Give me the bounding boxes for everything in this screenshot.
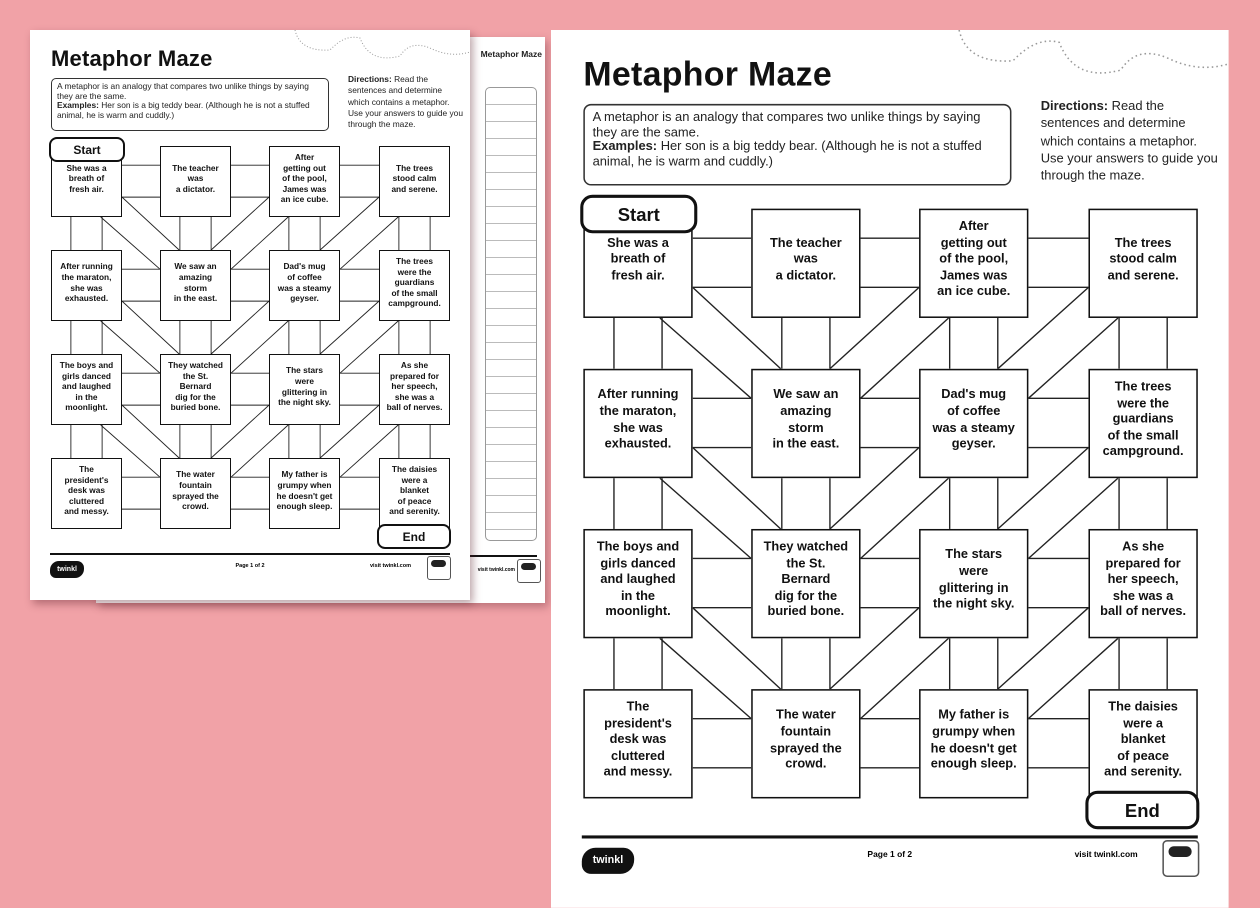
footer-divider (582, 835, 1198, 838)
maze-box (160, 250, 231, 321)
maze-box (919, 209, 1028, 318)
directions-text: Read the sentences and determine which contains a metaphor. Use your answers to guide you through the maze. (1040, 97, 1218, 183)
maze-box-sentence: The teacher was a dictator. (769, 234, 842, 283)
answer-lines (485, 87, 537, 541)
maze-box (583, 369, 692, 478)
maze-box-sentence: They watched the St. Bernard dig for the buried bone. (168, 360, 223, 413)
maze-box (51, 458, 122, 529)
maze-box-sentence: She was a breath of fresh air. (607, 234, 669, 283)
worksheet-page-1-enlarged (551, 30, 1229, 908)
maze-box (269, 354, 340, 425)
examples-text: Her son is a big teddy bear. (Although he is not a stuffed animal, he is warm and cuddly.) (57, 100, 310, 120)
maze-box (160, 354, 231, 425)
maze-box-sentence: The daisies were a blanket of peace and serenity. (1104, 698, 1183, 780)
maze-box-sentence: The president's desk was cluttered and messy. (603, 698, 673, 780)
footer-divider (50, 553, 450, 555)
maze-box (379, 354, 450, 425)
maze-box-sentence: The daisies were a blanket of peace and serenity. (389, 464, 440, 517)
maze-box (751, 689, 860, 798)
maze-box-sentence: After running the maraton, she was exhausted. (597, 386, 679, 451)
maze-box-sentence: After getting out of the pool, James was an ice cube. (280, 152, 329, 205)
maze-box (583, 689, 692, 798)
maze-box (919, 529, 1028, 638)
maze-box (269, 458, 340, 529)
maze-box-sentence: We saw an amazing storm in the east. (772, 386, 840, 451)
directions-label: Directions: (1040, 97, 1109, 114)
page-title: Metaphor Maze (583, 54, 833, 94)
maze-box-sentence: They watched the St. Bernard dig for the buried bone. (763, 538, 849, 619)
page-title: Metaphor Maze (51, 46, 213, 71)
maze-box-sentence: As she prepared for her speech, she was a ball of nerves. (1100, 538, 1187, 619)
quality-standard-badge-icon (517, 559, 541, 583)
start-label: Start (49, 137, 125, 162)
page-number: Page 1 of 2 (235, 563, 265, 569)
maze-box (379, 250, 450, 321)
maze-box (379, 458, 450, 529)
maze-box-sentence: The water fountain sprayed the crowd. (172, 469, 219, 512)
twinkl-logo: twinkl (50, 561, 84, 578)
maze-box-sentence: The trees were the guardians of the small campground. (388, 256, 441, 309)
maze (551, 30, 1229, 831)
end-label: End (377, 524, 451, 549)
maze-box-sentence: The boys and girls danced and laughed in the moonlight. (596, 538, 680, 619)
examples-label: Examples: (57, 100, 99, 111)
maze-box (51, 250, 122, 321)
start-label: Start (580, 195, 697, 234)
page-number: Page 1 of 2 (867, 850, 913, 861)
maze-box-sentence: Dad's mug of coffee was a steamy geyser. (932, 386, 1015, 451)
maze-box (160, 458, 231, 529)
maze-box-sentence: After getting out of the pool, James was an ice cube. (937, 217, 1011, 299)
visit-link: visit twinkl.com (477, 567, 515, 573)
maze-box-sentence: My father is grumpy when he doesn't get enough sleep. (930, 706, 1017, 771)
page-2-title: Metaphor Maze (480, 49, 542, 59)
maze-box-sentence: We saw an amazing storm in the east. (173, 261, 218, 304)
worksheet-page-1 (30, 30, 470, 600)
examples-text: Her son is a big teddy bear. (Although he is not a stuffed animal, he is warm and cuddly.) (592, 138, 982, 169)
maze-box-sentence: After running the maraton, she was exhausted. (60, 261, 113, 304)
maze-box (751, 209, 860, 318)
quality-standard-badge-icon (1162, 840, 1199, 877)
maze-box-sentence: The boys and girls danced and laughed in the moonlight. (59, 360, 114, 413)
maze-box-sentence: The president's desk was cluttered and messy. (64, 464, 109, 517)
maze-box (919, 689, 1028, 798)
twinkl-logo: twinkl (582, 848, 634, 874)
maze-box-sentence: The trees stood calm and serene. (1107, 234, 1179, 283)
maze-box (1088, 369, 1197, 478)
maze-box (751, 529, 860, 638)
maze-box-sentence: The teacher was a dictator. (172, 162, 219, 194)
maze-box-sentence: As she prepared for her speech, she was a ball of nerves. (386, 360, 443, 413)
maze-box (379, 146, 450, 217)
directions-label: Directions: (348, 74, 392, 84)
quality-standard-badge-icon (427, 556, 451, 580)
directions-text: Read the sentences and determine which contains a metaphor. Use your answers to guide you through the maze. (348, 74, 463, 130)
maze-box-sentence: The stars were glittering in the night sky. (933, 546, 1015, 611)
maze-box (1088, 689, 1197, 798)
examples-label: Examples: (592, 138, 658, 154)
maze-box-sentence: My father is grumpy when he doesn't get enough sleep. (276, 469, 333, 512)
maze (30, 30, 470, 550)
definition-text: A metaphor is an analogy that compares two unlike things by saying they are the same. (57, 81, 309, 101)
maze-box-sentence: The stars were glittering in the night sky. (278, 365, 331, 408)
maze-box (1088, 209, 1197, 318)
maze-box (160, 146, 231, 217)
maze-box-sentence: Dad's mug of coffee was a steamy geyser. (277, 261, 332, 304)
maze-box-sentence: The water fountain sprayed the crowd. (769, 706, 842, 771)
end-label: End (1085, 791, 1199, 830)
visit-link: visit twinkl.com (370, 563, 411, 569)
maze-box (51, 354, 122, 425)
maze-box (919, 369, 1028, 478)
maze-box (269, 250, 340, 321)
visit-link: visit twinkl.com (1074, 850, 1138, 861)
maze-box-sentence: The trees stood calm and serene. (391, 162, 438, 194)
maze-box-sentence: The trees were the guardians of the small campground. (1102, 378, 1184, 459)
definition-text: A metaphor is an analogy that compares two unlike things by saying they are the same. (592, 108, 981, 139)
maze-box-sentence: She was a breath of fresh air. (66, 162, 107, 194)
maze-box (751, 369, 860, 478)
maze-box (1088, 529, 1197, 638)
maze-box (583, 529, 692, 638)
maze-box (269, 146, 340, 217)
